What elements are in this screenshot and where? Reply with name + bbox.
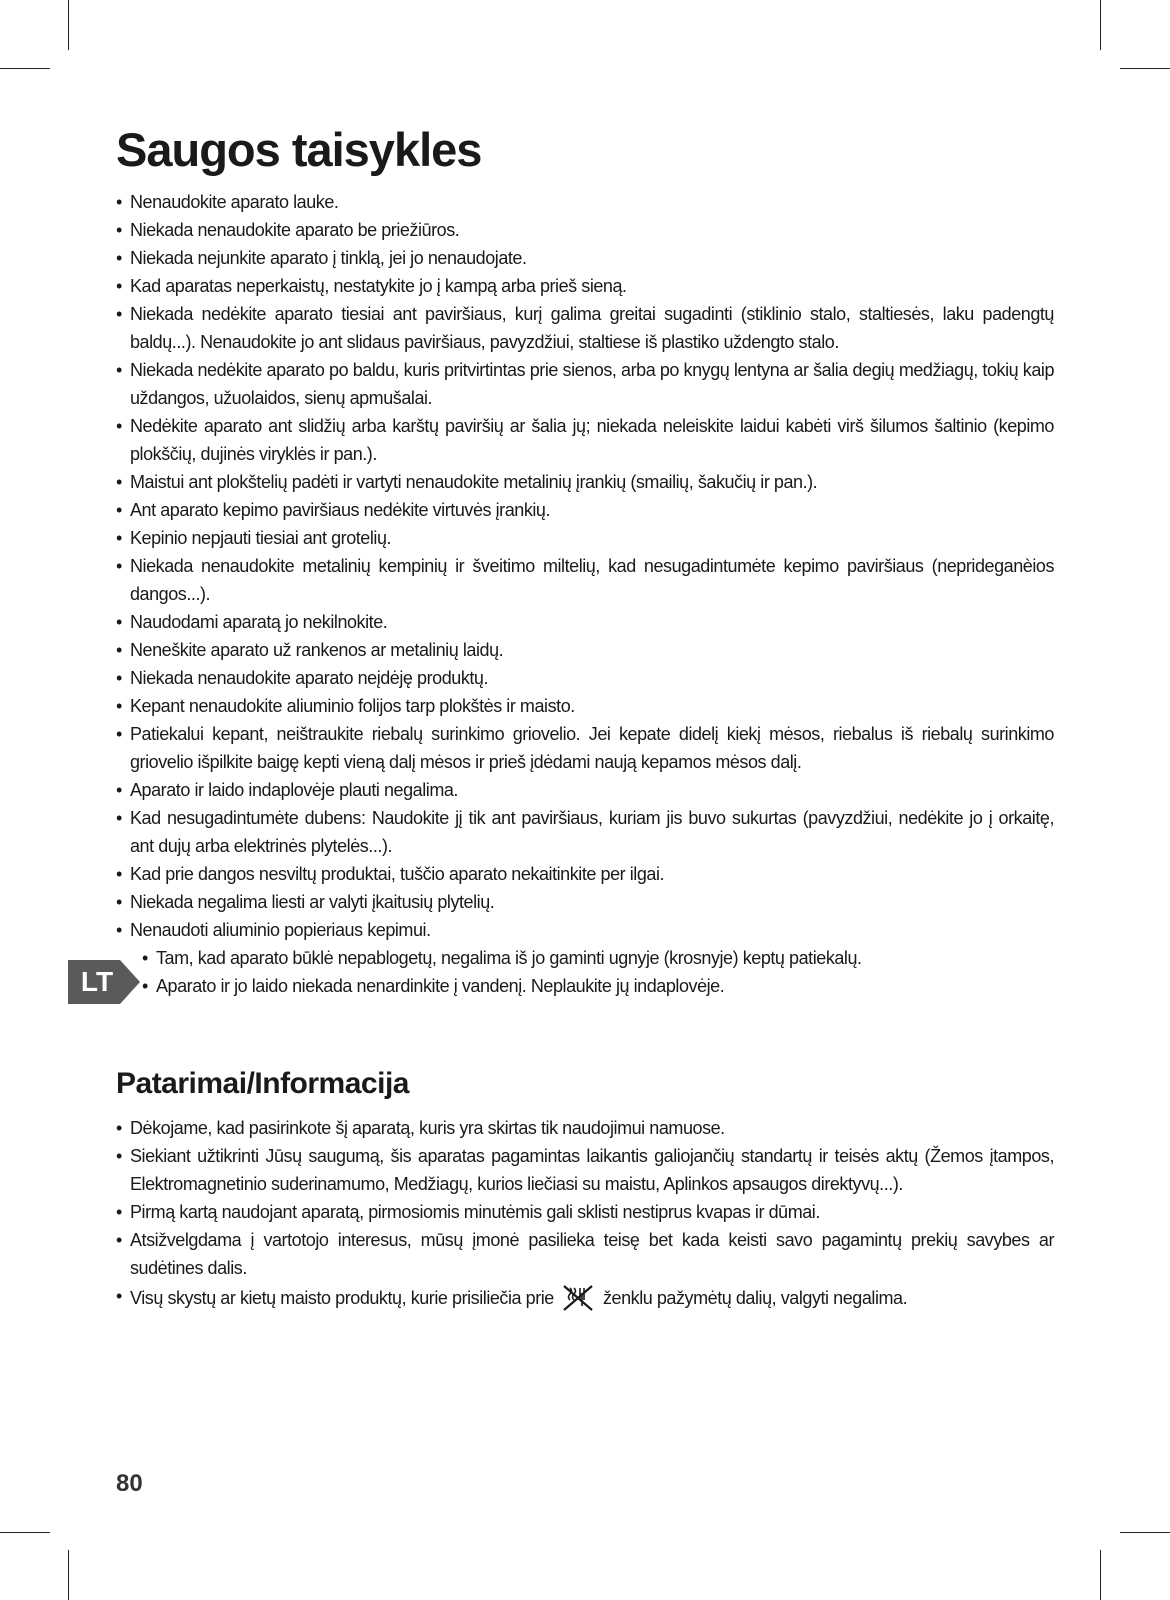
page-content bbox=[116, 118, 1054, 1312]
list-item: • Niekada nenaudokite aparato neįdėję produktų. bbox=[116, 664, 1054, 692]
list-item: • Kad nesugadintumėte dubens: Naudokite jį tik ant paviršiaus, kuriam jis buvo sukurtas (pavyzdžiui, nedėkite jo į orkaitę, ant dujų arba elektrinės plytelės...). bbox=[116, 804, 1054, 860]
section-title-tips: Patarimai/Informacija bbox=[116, 1067, 409, 1100]
safety-list bbox=[116, 188, 1054, 944]
list-item: • Maistui ant plokštelių padėti ir vartyti nenaudokite metalinių įrankių (smailių, šakučių ir pan.). bbox=[116, 468, 1054, 496]
crop-mark bbox=[68, 0, 69, 50]
crop-mark bbox=[1100, 1550, 1101, 1600]
list-item: • Tam, kad aparato būklė nepablogetų, negalima iš jo gaminti ugnyje (krosnyje) keptų patiekalų. bbox=[116, 944, 1054, 972]
crossed-out-food-contact-icon bbox=[560, 1282, 596, 1312]
list-item: • Niekada nedėkite aparato tiesiai ant paviršiaus, kurį galima greitai sugadinti (stiklinio stalo, staltiesės, laku padengtų baldų...). Nenaudokite jo ant slidaus paviršiaus, pavyzdžiui, staltiese iš plastiko uždengto stalo. bbox=[116, 300, 1054, 356]
list-item: • Patiekalui kepant, neištraukite riebalų surinkimo griovelio. Jei kepate didelį kiekį mėsos, riebalus iš riebalų surinkimo griovelio išpilkite baigę kepti vieną dalį mėsos ir prieš įdėdami naują kepamos mėsos dalį. bbox=[116, 720, 1054, 776]
list-item: • Nenaudokite aparato lauke. bbox=[116, 188, 1054, 216]
list-item: • Atsižvelgdama į vartotojo interesus, mūsų įmonė pasilieka teisę bet kada keisti savo pagamintų prekių savybes ar sudėtines dalis. bbox=[116, 1226, 1054, 1282]
crop-mark bbox=[0, 68, 50, 69]
list-item: • Siekiant užtikrinti Jūsų saugumą, šis aparatas pagamintas laikantis galiojančių standartų ir teisės aktų (Žemos įtampos, Elektromagnetinio suderinamumo, Medžiagų, kurios liečiasi su maistu, Aplinkos apsaugos direktyvų...). bbox=[116, 1142, 1054, 1198]
list-item: • Pirmą kartą naudojant aparatą, pirmosiomis minutėmis gali sklisti nestiprus kvapas ir dūmai. bbox=[116, 1198, 1054, 1226]
list-item: • Nenaudoti aliuminio popieriaus kepimui. bbox=[116, 916, 1054, 944]
list-item: • Aparato ir laido indaplovėje plauti negalima. bbox=[116, 776, 1054, 804]
tips-last-text-before: Visų skystų ar kietų maisto produktų, kurie prisiliečia prie bbox=[130, 1288, 554, 1308]
crop-mark bbox=[1120, 68, 1170, 69]
list-item: • Kepinio nepjauti tiesiai ant grotelių. bbox=[116, 524, 1054, 552]
page-number: 80 bbox=[116, 1470, 143, 1497]
list-item: • Niekada nejunkite aparato į tinklą, jei jo nenaudojate. bbox=[116, 244, 1054, 272]
crop-mark bbox=[68, 1550, 69, 1600]
section-title-safety: Saugos taisykles bbox=[116, 123, 482, 176]
list-item: • Aparato ir jo laido niekada nenardinkite į vandenį. Neplaukite jų indaplovėje. bbox=[116, 972, 1054, 1000]
tips-list bbox=[116, 1114, 1054, 1282]
tips-list-last bbox=[116, 1282, 1054, 1312]
tips-section bbox=[116, 1062, 1054, 1312]
crop-mark bbox=[1100, 0, 1101, 50]
list-item: • Niekada nedėkite aparato po baldu, kuris pritvirtintas prie sienos, arba po knygų lentyna ar šalia degių medžiagų, tokių kaip uždangos, užuolaidos, sienų apmušalai. bbox=[116, 356, 1054, 412]
language-tab-label: LT bbox=[80, 966, 114, 997]
list-item: • Kepant nenaudokite aliuminio folijos tarp plokštės ir maisto. bbox=[116, 692, 1054, 720]
crop-mark bbox=[1120, 1532, 1170, 1533]
list-item bbox=[116, 1282, 1054, 1312]
list-item: • Dėkojame, kad pasirinkote šį aparatą, kuris yra skirtas tik naudojimui namuose. bbox=[116, 1114, 1054, 1142]
list-item: • Niekada nenaudokite aparato be priežiūros. bbox=[116, 216, 1054, 244]
list-item: • Kad prie dangos nesviltų produktai, tuščio aparato nekaitinkite per ilgai. bbox=[116, 860, 1054, 888]
list-item: • Ant aparato kepimo paviršiaus nedėkite virtuvės įrankių. bbox=[116, 496, 1054, 524]
list-item: • Neneškite aparato už rankenos ar metalinių laidų. bbox=[116, 636, 1054, 664]
list-item: • Nedėkite aparato ant slidžių arba karštų paviršių ar šalia jų; niekada neleiskite laidui kabėti virš šilumos šaltinio (kepimo plokščių, dujinės viryklės ir pan.). bbox=[116, 412, 1054, 468]
list-item: • Niekada nenaudokite metalinių kempinių ir šveitimo miltelių, kad nesugadintumėte kepimo paviršiaus (neprideganèios dangos...). bbox=[116, 552, 1054, 608]
safety-list-shifted bbox=[116, 944, 1054, 1000]
tips-last-text-after: ženklu pažymėtų dalių, valgyti negalima. bbox=[602, 1288, 908, 1308]
list-item: • Naudodami aparatą jo nekilnokite. bbox=[116, 608, 1054, 636]
list-item: • Kad aparatas neperkaistų, nestatykite jo į kampą arba prieš sieną. bbox=[116, 272, 1054, 300]
crop-mark bbox=[0, 1532, 50, 1533]
list-item: • Niekada negalima liesti ar valyti įkaitusių plytelių. bbox=[116, 888, 1054, 916]
